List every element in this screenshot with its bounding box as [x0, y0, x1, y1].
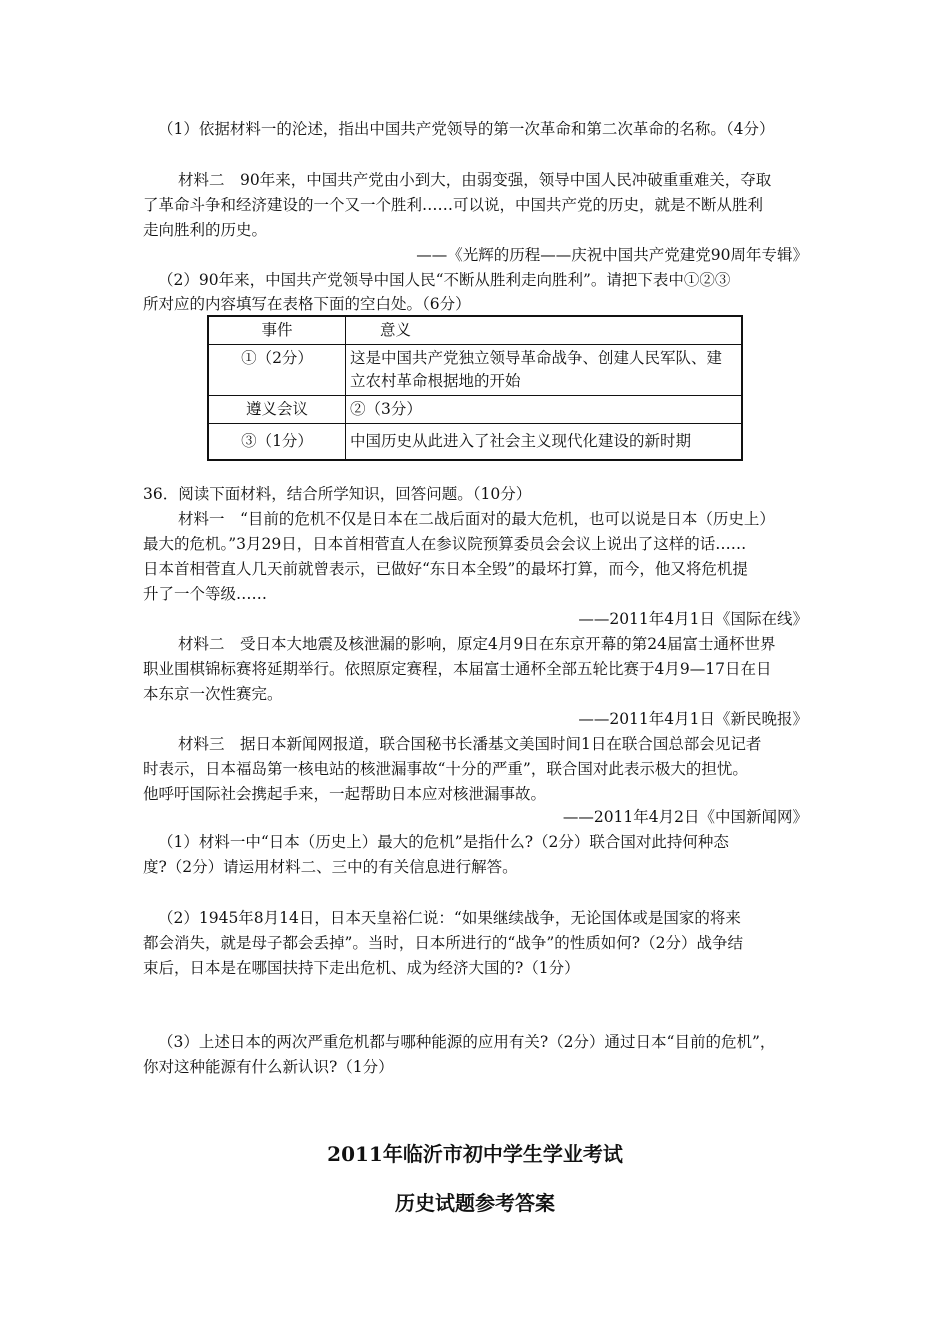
q36-subquestion-3-line-2: 你对这种能源有什么新认识?（1分） [143, 1058, 394, 1076]
q36-subquestion-2-line-2: 都会消失，就是母子都会丢掉”。当时，日本所进行的“战争”的性质如何?（2分）战争结 [143, 934, 743, 952]
table-header-event: 事件 [208, 316, 346, 345]
q36-material-1-line-1: 材料一 “目前的危机不仅是日本在二战后面对的最大危机，也可以说是日本（历史上） [178, 510, 775, 528]
q36-material-1-source: ——2011年4月1日《国际在线》 [578, 610, 808, 628]
material-2-line-3: 走向胜利的历史。 [143, 221, 268, 239]
meaning-line: 立农村革命根据地的开始 [350, 372, 521, 390]
q36-material-3-line-2: 时表示，日本福岛第一核电站的核泄漏事故“十分的严重”，联合国对此表示极大的担忧。 [143, 760, 748, 778]
q36-material-2-line-3: 本东京一次性赛完。 [143, 685, 283, 703]
q36-subquestion-3-line-1: （3）上述日本的两次严重危机都与哪种能源的应用有关?（2分）通过日本“目前的危机”， [158, 1033, 776, 1051]
material-2-line-2: 了革命斗争和经济建设的一个又一个胜利……可以说，中国共产党的历史，就是不断从胜利 [143, 196, 764, 214]
q36-material-1-line-3: 日本首相菅直人几天前就曾表示，已做好“东日本全毁”的最坏打算，而今，他又将危机提 [143, 560, 748, 578]
q36-material-3-line-1: 材料三 据日本新闻网报道，联合国秘书长潘基文美国时间1日在联合国总部会见记者 [178, 735, 762, 753]
table-header-row [208, 316, 742, 345]
question-2-line-2: 所对应的内容填写在表格下面的空白处。（6分） [143, 295, 471, 313]
meaning-line: 这是中国共产党独立领导革命战争、创建人民军队、建 [350, 349, 723, 367]
events-table [207, 315, 743, 461]
table-cell-meaning [346, 424, 743, 461]
q36-subquestion-1-line-2: 度?（2分）请运用材料二、三中的有关信息进行解答。 [143, 858, 518, 876]
table-cell-event: ①（2分） [208, 345, 346, 396]
table-cell-meaning [346, 396, 743, 424]
material-2-line-1: 材料二 90年来，中国共产党由小到大，由弱变强，领导中国人民冲破重重难关，夺取 [178, 171, 772, 189]
q36-subquestion-2-line-1: （2）1945年8月14日，日本天皇裕仁说：“如果继续战争，无论国体或是国家的将来 [158, 909, 741, 927]
question-1-prompt: （1）依据材料一的沦述，指出中国共产党领导的第一次革命和第二次革命的名称。（4分） [158, 120, 775, 138]
material-2-source: ——《光辉的历程——庆祝中国共产党建党90周年专辑》 [416, 246, 808, 264]
q36-material-2-source: ——2011年4月1日《新民晚报》 [578, 710, 808, 728]
answer-section-title: 2011年临沂市初中学生学业考试 [327, 1142, 623, 1166]
table-row [208, 424, 742, 461]
table-cell-event: 遵义会议 [208, 396, 346, 424]
q36-subquestion-2-line-3: 束后，日本是在哪国扶持下走出危机、成为经济大国的?（1分） [143, 959, 580, 977]
table-row [208, 396, 742, 424]
q36-material-1-line-2: 最大的危机。”3月29日，日本首相菅直人在参议院预算委员会会议上说出了这样的话…… [143, 535, 747, 553]
q36-material-3-source: ——2011年4月2日《中国新闻网》 [562, 808, 808, 826]
q36-material-2-line-2: 职业围棋锦标赛将延期举行。依照原定赛程，本届富士通杯全部五轮比赛于4月9—17日在日 [143, 660, 772, 678]
question-2-line-1: （2）90年来，中国共产党领导中国人民“不断从胜利走向胜利”。请把下表中①②③ [158, 271, 731, 289]
answer-section-subtitle: 历史试题参考答案 [395, 1191, 555, 1215]
meaning-line: ②（3分） [350, 400, 422, 418]
q36-material-2-line-1: 材料二 受日本大地震及核泄漏的影响，原定4月9日在东京开幕的第24届富士通杯世界 [178, 635, 776, 653]
question-36-title: 36．阅读下面材料，结合所学知识，回答问题。（10分） [143, 485, 532, 503]
table-cell-event: ③（1分） [208, 424, 346, 461]
table-cell-meaning [346, 345, 743, 396]
table-row [208, 345, 742, 396]
q36-material-3-line-3: 他呼吁国际社会携起手来，一起帮助日本应对核泄漏事故。 [143, 785, 547, 803]
q36-subquestion-1-line-1: （1）材料一中“日本（历史上）最大的危机”是指什么?（2分）联合国对此持何种态 [158, 833, 729, 851]
table-header-meaning: 意义 [346, 316, 743, 345]
q36-material-1-line-4: 升了一个等级…… [143, 585, 268, 603]
meaning-line: 中国历史从此进入了社会主义现代化建设的新时期 [350, 432, 692, 450]
